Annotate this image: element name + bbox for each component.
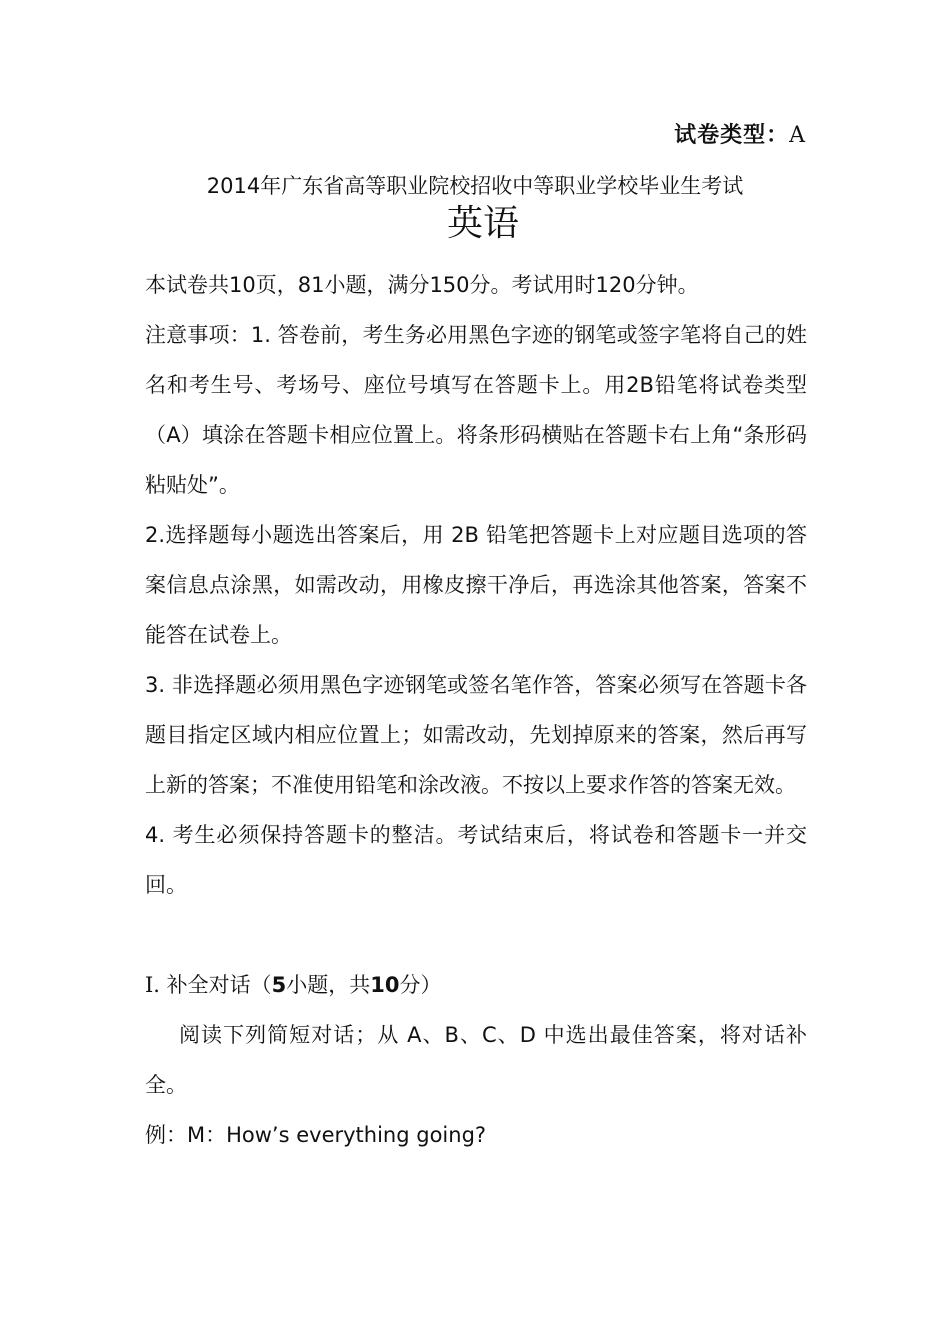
note-1: 注意事项：1. 答卷前，考生务必用黑色字迹的钢笔或签字笔将自己的姓名和考生号、考场号、座位号填写在答题卡上。用2B铅笔将试卷类型（A）填涂在答题卡相应位置上。将条形码横贴在答题卡右上角“条形码粘贴处”。 xyxy=(145,323,807,497)
example-line: 例：M：How’s everything going? xyxy=(145,1123,487,1147)
section-title-prefix: 补全对话（ xyxy=(166,973,272,997)
note-3: 3. 非选择题必须用黑色字迹钢笔或签名笔作答，答案必须写在答题卡各题目指定区域内相应位置上；如需改动，先划掉原来的答案，然后再写上新的答案；不准使用铅笔和涂改液。不按以上要求作答的答案无效。 xyxy=(145,673,807,797)
paper-type-label: 试卷类型： xyxy=(674,123,790,148)
note-2: 2.选择题每小题选出答案后，用 2B 铅笔把答题卡上对应题目选项的答案信息点涂黑，如需改动，用橡皮擦干净后，再选涂其他答案，答案不能答在试卷上。 xyxy=(145,523,807,647)
exam-title: 2014年广东省高等职业院校招收中等职业学校毕业生考试 xyxy=(206,174,744,198)
section-title-suffix: 分） xyxy=(399,973,442,997)
section-heading xyxy=(145,960,807,1010)
exam-body xyxy=(145,260,807,1160)
subject-title: 英语 xyxy=(446,203,519,244)
note-4: 4. 考生必须保持答题卡的整洁。考试结束后，将试卷和答题卡一并交回。 xyxy=(145,823,807,897)
section-instruction: 阅读下列简短对话；从 A、B、C、D 中选出最佳答案，将对话补全。 xyxy=(145,1023,807,1097)
paper-type-value: A xyxy=(789,123,806,148)
section-points: 10 xyxy=(370,973,400,997)
paper-type xyxy=(674,120,806,152)
exam-intro: 本试卷共10页，81小题，满分150分。考试用时120分钟。 xyxy=(145,273,699,297)
section-title-middle: 小题，共 xyxy=(286,973,371,997)
section-numeral: Ⅰ. xyxy=(145,973,167,997)
spacer xyxy=(145,910,807,960)
section-question-count: 5 xyxy=(271,973,287,997)
